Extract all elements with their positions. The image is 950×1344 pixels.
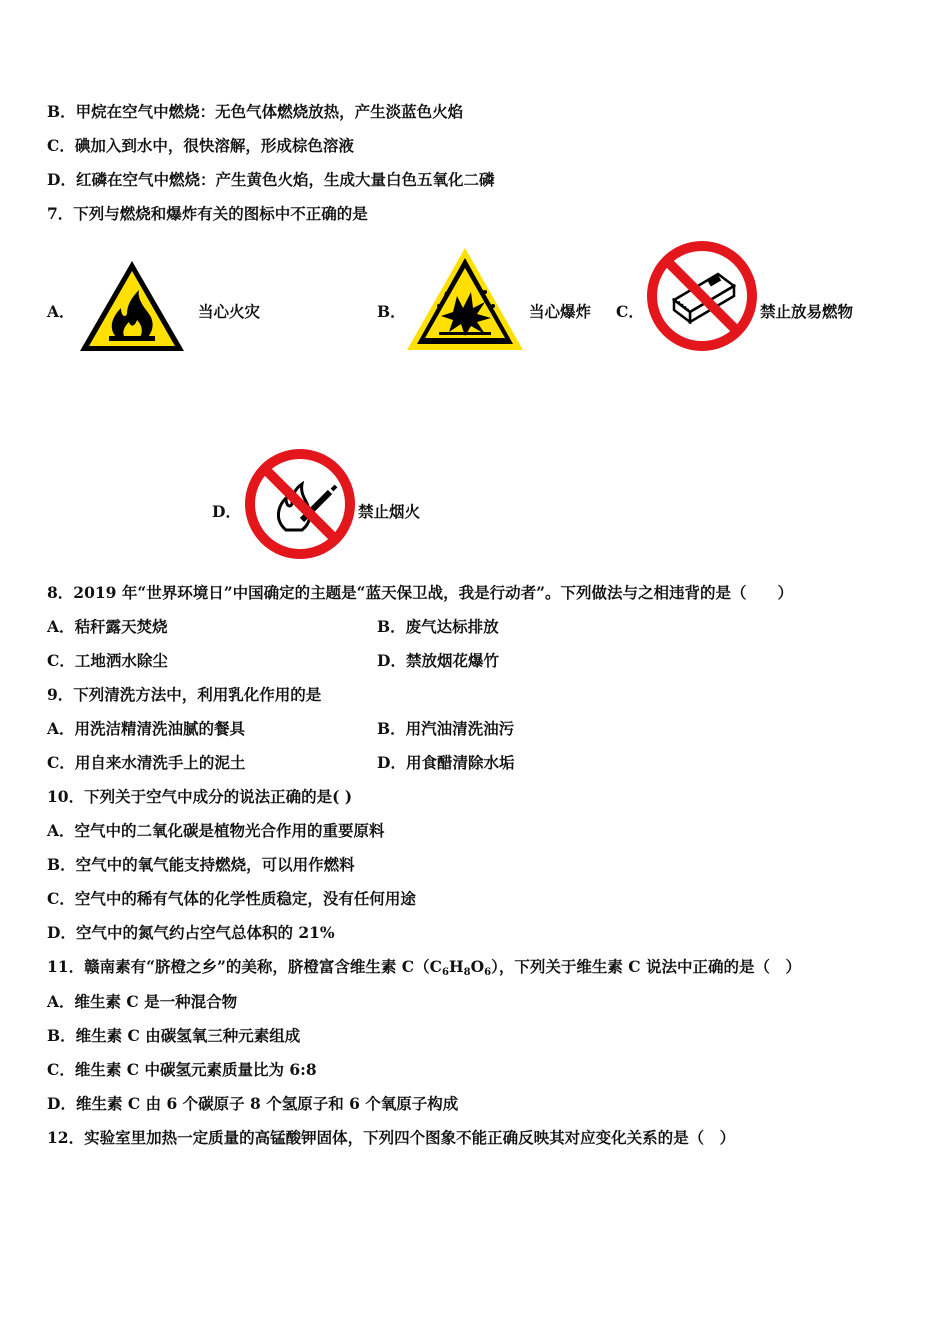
q9-option-c: C．用自来水清洗手上的泥土 [47,753,246,772]
q8-option-c: C．工地洒水除尘 [47,651,168,670]
q8-option-d: D．禁放烟花爆竹 [377,651,499,670]
q8-stem: 8．2019 年“世界环境日”中国确定的主题是“蓝天保卫战，我是行动者”。下列做法与之相违背的是（ ） [47,583,793,602]
q10-stem: 10．下列关于空气中成分的说法正确的是( ) [47,787,353,806]
formula-o: O [470,957,485,976]
q12-stem: 12．实验室里加热一定质量的高锰酸钾固体，下列四个图象不能正确反映其对应变化关系的是（ ） [47,1128,736,1147]
q7-option-b-letter: B． [377,302,406,321]
formula-sub-o: 6 [484,967,492,978]
q8-option-b: B．废气达标排放 [377,617,499,636]
q11-stem-end: ），下列关于维生素 C 说法中正确的是（ ） [491,957,801,976]
q7-option-c-letter: C． [616,302,644,321]
fire-warning-icon [77,258,187,354]
q9-option-b: B．用汽油清洗油污 [377,719,515,738]
q6-option-b: B．甲烷在空气中燃烧：无色气体燃烧放热，产生淡蓝色火焰 [47,102,464,121]
q11-stem-start: 11．赣南素有“脐橙之乡”的美称，脐橙富含维生素 C（C [47,957,442,976]
q9-stem: 9．下列清洗方法中，利用乳化作用的是 [47,685,322,704]
q11-option-b: B．维生素 C 由碳氢氧三种元素组成 [47,1026,301,1045]
q6-option-c: C．碘加入到水中，很快溶解，形成棕色溶液 [47,136,354,155]
explosion-warning-icon [405,246,525,354]
q7-option-d-caption: 禁止烟火 [358,502,421,521]
q10-option-a: A．空气中的二氧化碳是植物光合作用的重要原料 [47,821,385,840]
formula-sub-h: 8 [463,967,471,978]
q11-option-d: D．维生素 C 由 6 个碳原子 8 个氢原子和 6 个氧原子构成 [47,1094,459,1113]
formula-sub-c: 6 [441,967,449,978]
no-fire-icon [244,448,356,560]
q7-stem: 7．下列与燃烧和爆炸有关的图标中不正确的是 [47,204,368,223]
q11-option-a: A．维生素 C 是一种混合物 [47,992,238,1011]
q7-option-b-caption: 当心爆炸 [529,302,592,321]
q10-option-c: C．空气中的稀有气体的化学性质稳定，没有任何用途 [47,889,416,908]
q10-option-d: D．空气中的氮气约占空气总体积的 21% [47,923,335,942]
q11-option-c: C．维生素 C 中碳氢元素质量比为 6:8 [47,1060,317,1079]
q7-option-a-letter: A． [47,302,75,321]
q7-option-c-caption: 禁止放易燃物 [760,302,854,321]
formula-h: H [448,957,464,976]
q7-option-d-letter: D． [212,502,241,521]
q9-option-d: D．用食醋清除水垢 [377,753,515,772]
q11-stem [47,957,801,983]
q7-option-a-caption: 当心火灾 [198,302,261,321]
q8-option-a: A．秸秆露天焚烧 [47,617,168,636]
no-flammables-icon [646,240,758,352]
q10-option-b: B．空气中的氧气能支持燃烧，可以用作燃料 [47,855,355,874]
q9-option-a: A．用洗洁精清洗油腻的餐具 [47,719,246,738]
q6-option-d: D．红磷在空气中燃烧：产生黄色火焰，生成大量白色五氧化二磷 [47,170,495,189]
